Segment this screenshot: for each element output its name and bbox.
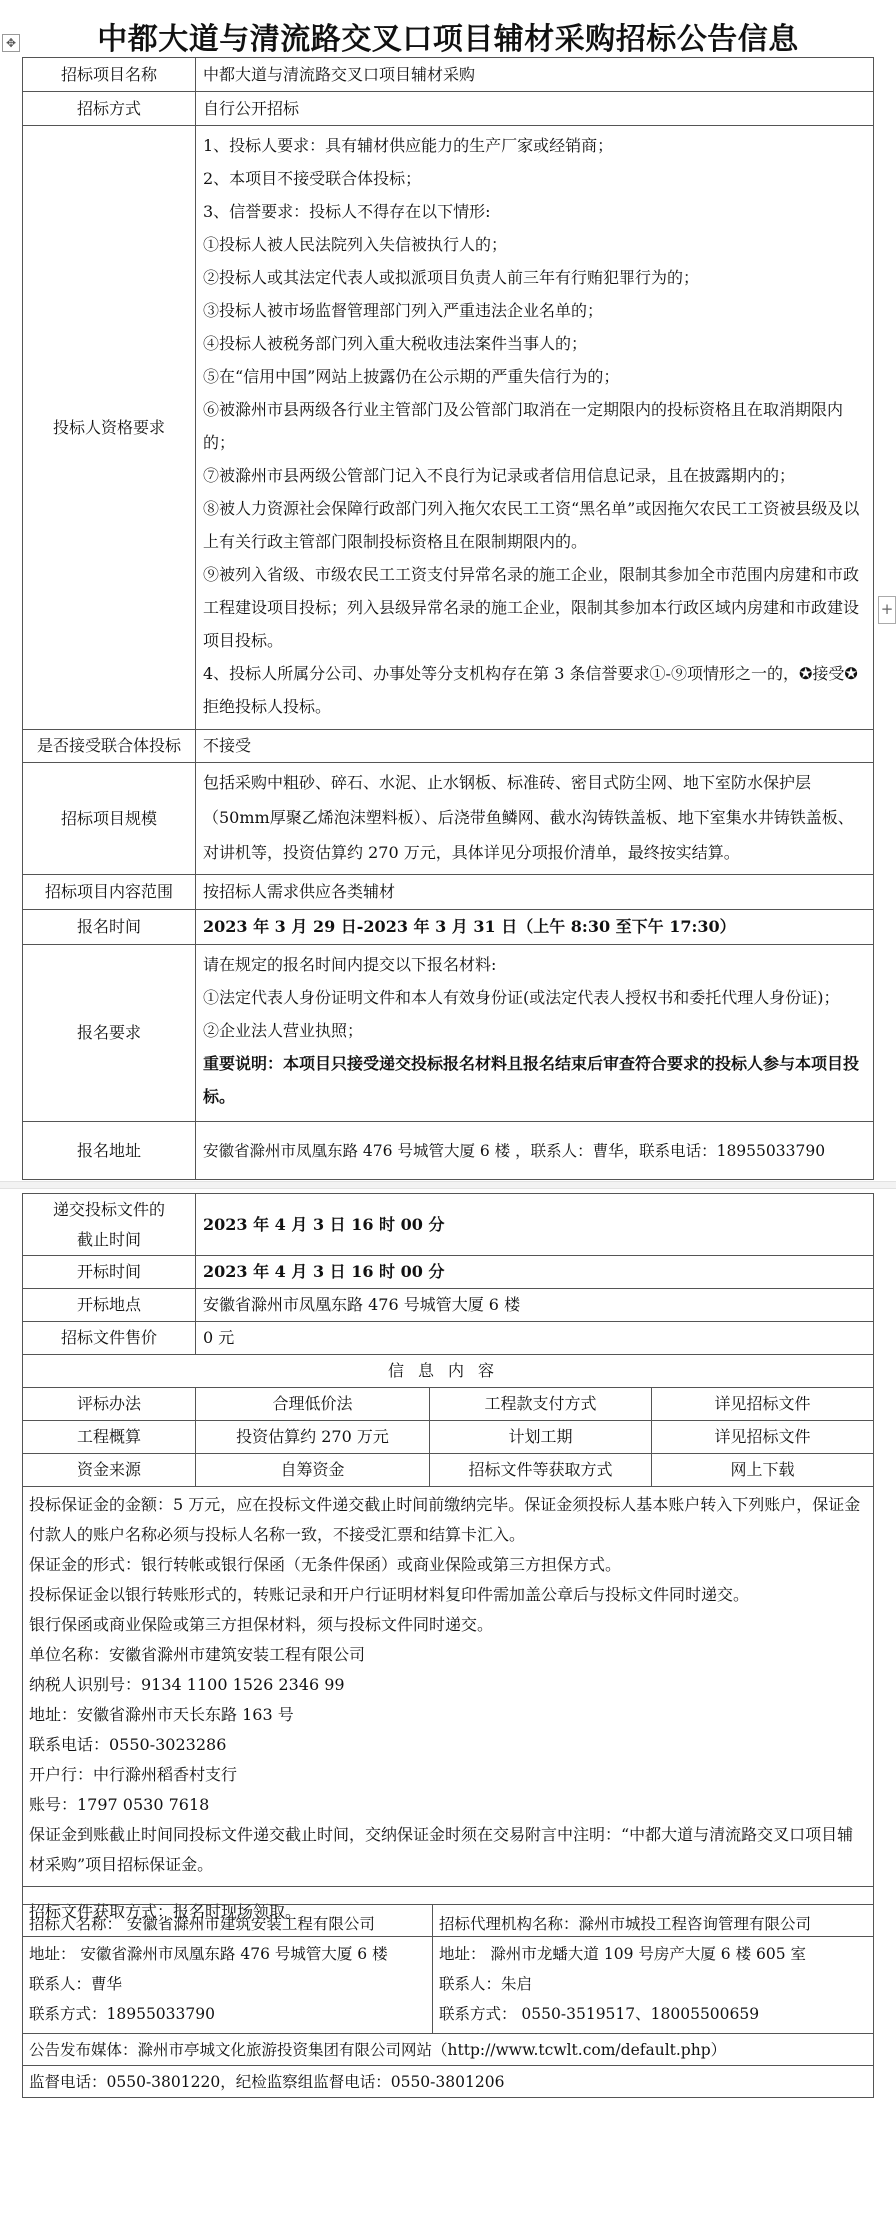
list-item: 保证金的形式：银行转帐或银行保函（无条件保函）或商业保险或第三方担保方式。 <box>29 1555 622 1574</box>
method-value: 自行公开招标 <box>196 92 874 126</box>
table-row <box>23 1355 874 1388</box>
reg-req-value <box>196 945 874 1122</box>
grid-cell: 工程款支付方式 <box>430 1388 652 1421</box>
grid-cell: 投资估算约 270 万元 <box>196 1421 430 1454</box>
consortium-label: 是否接受联合体投标 <box>23 730 196 763</box>
list-item: 地址： 滁州市龙蟠大道 109 号房产大厦 6 楼 605 室 <box>439 1945 807 1963</box>
list-item: ④投标人被税务部门列入重大税收违法案件当事人的； <box>203 334 588 353</box>
reg-addr-label: 报名地址 <box>23 1122 196 1180</box>
list-item: ⑨被列入省级、市级农民工工资支付异常名录的施工企业，限制其参加全市范围内房建和市政工程建设项目投标；列入县级异常名录的施工企业，限制其参加本行政区域内房建和市政建设项目投标。 <box>203 565 860 650</box>
list-item: 1、投标人要求：具有辅材供应能力的生产厂家或经销商； <box>203 136 614 155</box>
scale-label: 招标项目规模 <box>23 763 196 875</box>
reg-time-value: 2023 年 3 月 29 日-2023 年 3 月 31 日（上午 8:30 至下午 17:30） <box>196 910 874 945</box>
table-row <box>23 1454 874 1487</box>
grid-cell: 计划工期 <box>430 1421 652 1454</box>
reg-req-label: 报名要求 <box>23 945 196 1122</box>
table-row <box>23 945 874 1122</box>
table-row <box>23 126 874 730</box>
list-item: 投标保证金的金额：5 万元，应在投标文件递交截止时间前缴纳完毕。保证金须投标人基本账户转入下列账户，保证金付款人的账户名称必须与投标人名称一致，不接受汇票和结算卡汇入。 <box>29 1495 861 1544</box>
list-item: ⑥被滁州市县两级各行业主管部门及公管部门取消在一定期限内的投标资格且在取消期限内的； <box>203 400 844 452</box>
contacts-table <box>22 1904 874 2098</box>
list-item: 联系人：朱启 <box>439 1975 533 1993</box>
scope-value: 按招标人需求供应各类辅材 <box>196 875 874 910</box>
tenderer-contact <box>23 1905 433 2034</box>
table-row <box>23 1256 874 1289</box>
table-row <box>23 875 874 910</box>
obtain-method: 招标文件获取方式：报名时现场领取。 <box>23 1887 874 1937</box>
project-name-label: 招标项目名称 <box>23 58 196 92</box>
list-item: ⑤在“信用中国”网站上披露仍在公示期的严重失信行为的； <box>203 367 620 386</box>
table-row <box>23 730 874 763</box>
list-item: 3、信誉要求：投标人不得存在以下情形: <box>203 202 491 221</box>
info-section-header: 信息内容 <box>23 1355 874 1388</box>
supervision-phone: 监督电话：0550-3801220，纪检监察组监督电话：0550-3801206 <box>23 2066 874 2098</box>
qualification-list <box>196 126 874 730</box>
table-row <box>23 1289 874 1322</box>
open-place-value: 安徽省滁州市凤凰东路 476 号城管大厦 6 楼 <box>196 1289 874 1322</box>
grid-cell: 详见招标文件 <box>652 1388 874 1421</box>
grid-cell: 详见招标文件 <box>652 1421 874 1454</box>
list-item: 招标代理机构名称：滁州市城投工程咨询管理有限公司 <box>439 1915 812 1933</box>
deadline-value: 2023 年 4 月 3 日 16 时 00 分 <box>196 1194 874 1256</box>
table-row <box>23 1322 874 1355</box>
open-place-label: 开标地点 <box>23 1289 196 1322</box>
list-item: ①投标人被人民法院列入失信被执行人的； <box>203 235 508 254</box>
table-row <box>23 1194 874 1256</box>
page-title: 中都大道与清流路交叉口项目辅材采购招标公告信息 <box>97 22 799 57</box>
grid-cell: 网上下载 <box>652 1454 874 1487</box>
list-item: ③投标人被市场监督管理部门列入严重违法企业名单的； <box>203 301 604 320</box>
bid-schedule-table <box>22 1193 874 1937</box>
table-row <box>23 910 874 945</box>
important-note: 重要说明：本项目只接受递交投标报名材料且报名结束后审查符合要求的投标人参与本项目投标。 <box>203 1054 860 1106</box>
bid-info-table <box>22 57 874 1180</box>
open-time-label: 开标时间 <box>23 1256 196 1289</box>
table-row <box>23 2066 874 2098</box>
consortium-value: 不接受 <box>196 730 874 763</box>
list-item: 招标人名称： 安徽省滁州市建筑安装工程有限公司 <box>29 1915 375 1933</box>
list-item: 账号：1797 0530 7618 <box>29 1795 210 1814</box>
list-item: 地址： 安徽省滁州市凤凰东路 476 号城管大厦 6 楼 <box>29 1945 388 1963</box>
table-row <box>23 1487 874 1887</box>
list-item: ⑧被人力资源社会保障行政部门列入拖欠农民工工资“黑名单”或因拖欠农民工工资被县级及以上有关行政主管部门限制投标资格且在限制期限内的。 <box>203 499 860 551</box>
list-item: 请在规定的报名时间内提交以下报名材料: <box>203 955 497 974</box>
list-item: 联系电话：0550-3023286 <box>29 1735 227 1754</box>
list-item: ⑦被滁州市县两级公管部门记入不良行为记录或者信用信息记录，且在披露期内的； <box>203 466 796 485</box>
page-break <box>0 1181 896 1189</box>
table-row <box>23 2034 874 2066</box>
table-row <box>23 1122 874 1180</box>
project-name-value: 中都大道与清流路交叉口项目辅材采购 <box>196 58 874 92</box>
reg-addr-value: 安徽省滁州市凤凰东路 476 号城管大厦 6 楼 ，联系人：曹华，联系电话：18955033790 <box>196 1122 874 1180</box>
list-item: 银行保函或商业保险或第三方担保材料，须与投标文件同时递交。 <box>29 1615 494 1634</box>
add-row-icon[interactable]: + <box>878 596 896 624</box>
list-item: ①法定代表人身份证明文件和本人有效身份证(或法定代表人授权书和委托代理人身份证)； <box>203 988 840 1007</box>
table-row <box>23 58 874 92</box>
list-item: 开户行：中行滁州稻香村支行 <box>29 1765 238 1784</box>
grid-cell: 自筹资金 <box>196 1454 430 1487</box>
list-item: 保证金到账截止时间同投标文件递交截止时间，交纳保证金时须在交易附言中注明：“中都大道与清流路交叉口项目辅材采购”项目招标保证金。 <box>29 1825 854 1874</box>
scale-value: 包括采购中粗砂、碎石、水泥、止水钢板、标准砖、密目式防尘网、地下室防水保护层（50mm厚聚乙烯泡沫塑料板）、后浇带鱼鳞网、截水沟铸铁盖板、地下室集水井铸铁盖板、对讲机等，投资估算约 270 万元，具体详见分项报价清单，最终按实结算。 <box>196 763 874 875</box>
list-item: ②投标人或其法定代表人或拟派项目负责人前三年有行贿犯罪行为的； <box>203 268 700 287</box>
open-time-value: 2023 年 4 月 3 日 16 时 00 分 <box>196 1256 874 1289</box>
price-value: 0 元 <box>196 1322 874 1355</box>
table-row <box>23 1421 874 1454</box>
table-row <box>23 1388 874 1421</box>
list-item: 单位名称：安徽省滁州市建筑安装工程有限公司 <box>29 1645 366 1664</box>
list-item: ②企业法人营业执照； <box>203 1021 364 1040</box>
grid-cell: 资金来源 <box>23 1454 196 1487</box>
table-row <box>23 92 874 126</box>
grid-cell: 合理低价法 <box>196 1388 430 1421</box>
list-item: 联系人：曹华 <box>29 1975 123 1993</box>
table-row <box>23 1905 874 2034</box>
price-label: 招标文件售价 <box>23 1322 196 1355</box>
grid-cell: 工程概算 <box>23 1421 196 1454</box>
list-item: 纳税人识别号：9134 1100 1526 2346 99 <box>29 1675 345 1694</box>
deposit-details <box>23 1487 874 1887</box>
deadline-label: 递交投标文件的截止时间 <box>23 1194 196 1256</box>
grid-cell: 招标文件等获取方式 <box>430 1454 652 1487</box>
publish-media: 公告发布媒体：滁州市亭城文化旅游投资集团有限公司网站（http://www.tcwlt.com/default.php） <box>23 2034 874 2066</box>
list-item: 联系方式：18955033790 <box>29 2005 215 2023</box>
list-item: 联系方式： 0550-3519517、18005500659 <box>439 2005 760 2023</box>
reg-time-label: 报名时间 <box>23 910 196 945</box>
qualification-label: 投标人资格要求 <box>23 126 196 730</box>
list-item: 投标保证金以银行转账形式的，转账记录和开户行证明材料复印件需加盖公章后与投标文件同时递交。 <box>29 1585 750 1604</box>
list-item: 4、投标人所属分公司、办事处等分支机构存在第 3 条信誉要求①-⑨项情形之一的，✪接受✪拒绝投标人投标。 <box>203 664 858 716</box>
scope-label: 招标项目内容范围 <box>23 875 196 910</box>
grid-cell: 评标办法 <box>23 1388 196 1421</box>
method-label: 招标方式 <box>23 92 196 126</box>
list-item: 地址：安徽省滁州市天长东路 163 号 <box>29 1705 294 1724</box>
table-row <box>23 763 874 875</box>
list-item: 2、本项目不接受联合体投标； <box>203 169 422 188</box>
agency-contact <box>433 1905 874 2034</box>
move-handle-icon[interactable]: ✥ <box>2 34 20 52</box>
